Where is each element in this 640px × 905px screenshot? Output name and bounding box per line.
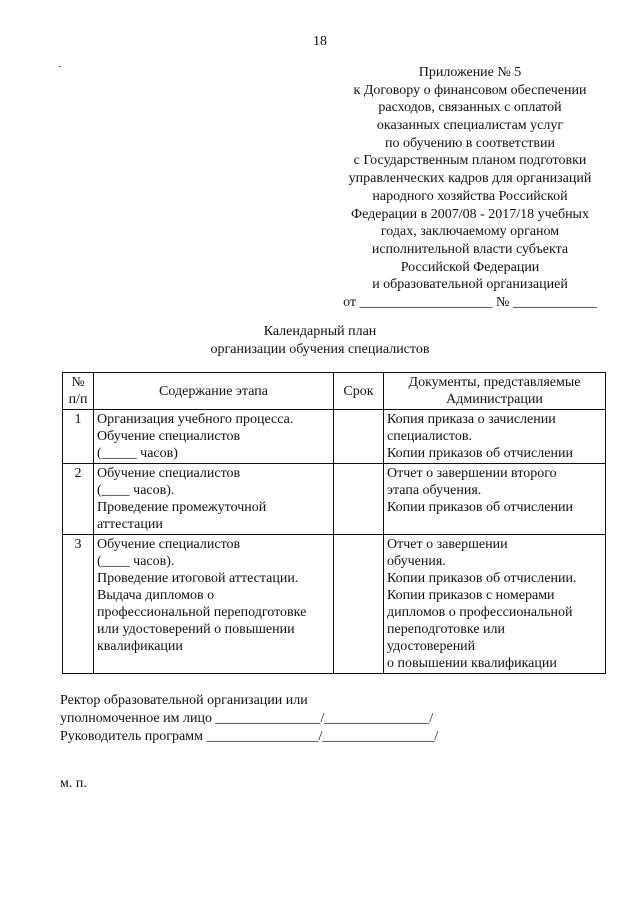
table-header-row [63,373,606,410]
appendix-line: и образовательной организацией [372,277,568,293]
appendix-line: Российской Федерации [400,259,540,275]
cell-text: (____ часов). [97,554,175,569]
cell-text: Организация учебного процесса. [97,412,294,427]
cell-text: аттестации [97,517,163,532]
rector-line: Ректор образовательной организации или [60,693,308,708]
cell-content [94,464,334,535]
cell-text: Отчет о завершении [387,537,508,552]
cell-text: переподготовке или [387,622,506,637]
header-content [94,373,334,410]
header-term [334,373,384,410]
program-head-line: Руководитель программ ________________/________________/ [60,729,439,744]
title-line: организации обучения специалистов [210,342,430,357]
stamp-place: м. п. [60,776,87,791]
cell-docs [384,464,606,535]
cell-text: (_____ часов) [97,446,178,461]
document-title [0,323,640,359]
cell-content [94,410,334,464]
cell-text: дипломов о профессиональной [387,605,573,620]
page-number: 18 [313,34,327,49]
cell-term [334,410,384,464]
cell-text: квалификации [97,639,183,654]
header-text: № [71,375,85,390]
cell-text: Обучение специалистов [97,429,241,444]
title-line: Календарный план [263,324,377,339]
header-text: Документы, представляемые [408,375,581,390]
cell-text: профессиональной переподготовке [97,605,307,620]
contract-date-number-line: от ___________________ № ____________ [343,294,597,310]
header-text: Администрации [446,392,543,407]
cell-text: специалистов. [387,429,472,444]
cell-docs [384,535,606,674]
appendix-line: народного хозяйства Российской [372,188,568,204]
appendix-line: Федерации в 2007/08 - 2017/18 учебных [351,206,589,222]
header-docs [384,373,606,410]
appendix-line: управленческих кадров для организаций [348,171,592,187]
appendix-line: оказанных специалистам услуг [376,118,564,134]
appendix-line: Приложение № 5 [418,65,522,80]
cell-text: Копии приказов об отчислении [387,500,573,515]
appendix-line: с Государственным планом подготовки [353,153,587,169]
cell-docs [384,410,606,464]
header-text: Срок [343,383,374,399]
cell-text: этапа обучения. [387,483,482,498]
cell-text: (____ часов). [97,483,175,498]
cell-text: Обучение специалистов [97,537,241,552]
cell-text: Отчет о завершении второго [387,466,557,481]
cell-text: Копия приказа о зачислении [387,412,556,427]
calendar-plan-table [62,372,606,674]
cell-num: 1 [63,410,94,464]
cell-content [94,535,334,674]
appendix-line: расходов, связанных с оплатой [378,100,562,116]
header-text: Содержание этапа [159,383,268,399]
cell-text: удостоверений [387,639,476,654]
table-row [63,535,606,674]
cell-text: Обучение специалистов [97,466,241,481]
appendix-line: годах, заключаемому органом [380,224,560,240]
header-num [63,373,94,410]
appendix-line: по обучению в соответствии [385,135,555,151]
cell-text: о повышении квалификации [387,656,557,671]
table-row [63,410,606,464]
cell-text: Проведение итоговой аттестации. [97,571,299,586]
corner-mark: - [58,61,62,72]
cell-text: Копии приказов об отчислении [387,446,573,461]
table-row [63,464,606,535]
cell-num: 3 [63,535,94,674]
cell-text: Копии приказов об отчислении. [387,571,577,586]
cell-text: обучения. [387,554,446,569]
cell-term [334,464,384,535]
cell-text: Копии приказов с номерами [387,588,555,603]
header-text: п/п [68,392,88,407]
cell-text: Выдача дипломов о [97,588,215,603]
cell-num: 2 [63,464,94,535]
cell-text: Проведение промежуточной [97,500,267,515]
appendix-line: к Договору о финансовом обеспечении [353,82,587,98]
appendix-header [300,64,640,312]
cell-text: или удостоверений о повышении [97,622,295,637]
cell-term [334,535,384,674]
signature-block [60,692,600,746]
appendix-line: исполнительной власти субъекта [371,241,569,257]
authorized-person-line: уполномоченное им лицо _______________/_______________/ [60,711,434,726]
